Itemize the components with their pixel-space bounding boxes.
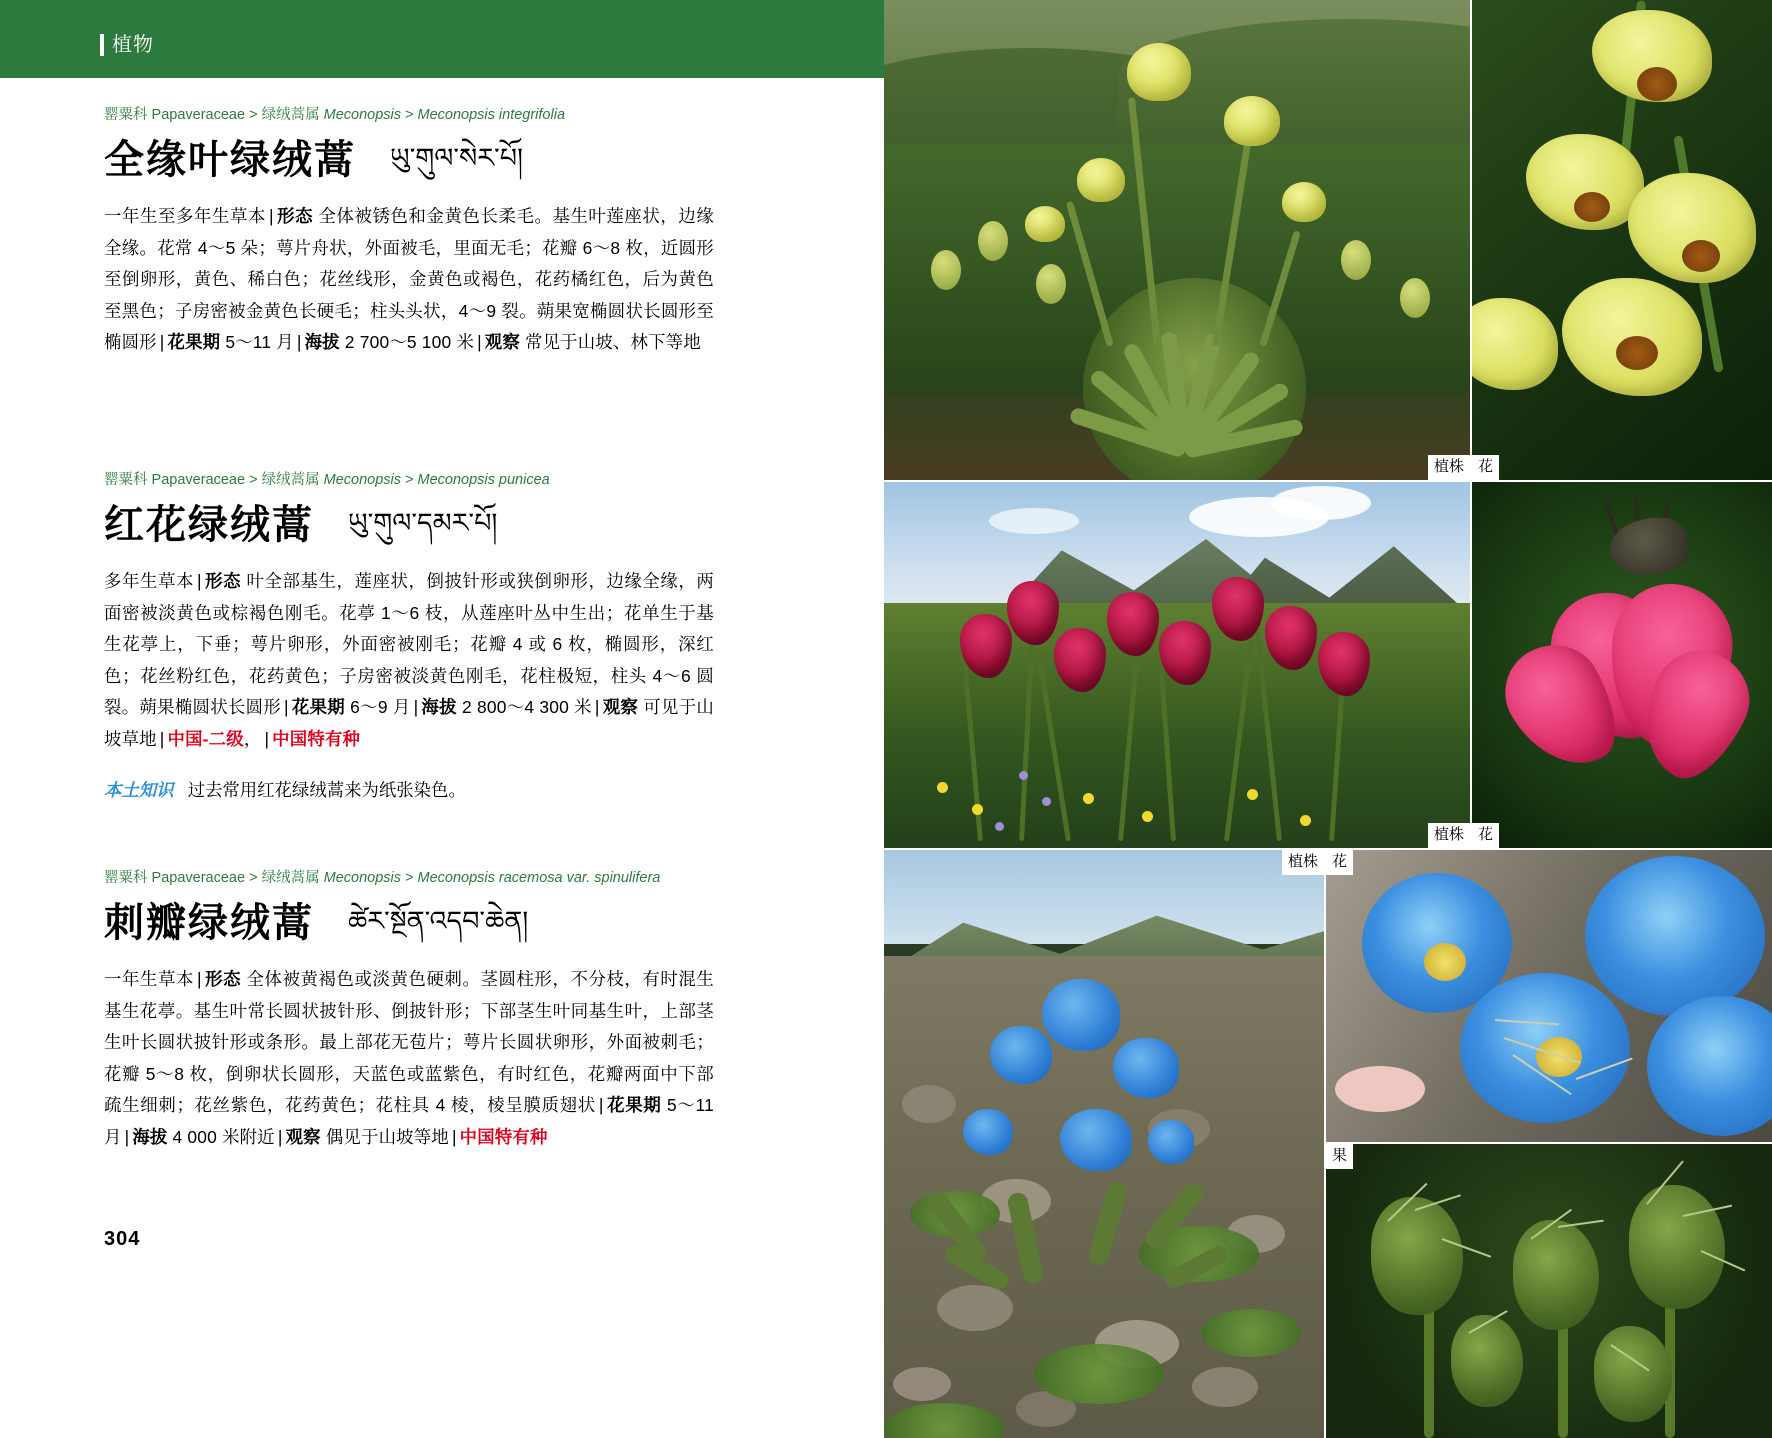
- photo-caption: 花: [1472, 823, 1499, 848]
- species-name-tibetan: ཡུ་གུལ་དམར་པོ།: [348, 508, 498, 539]
- species-name-row: [104, 502, 714, 548]
- description-text: 2 800～4 300 米: [456, 697, 592, 717]
- description-field-label: 花果期: [291, 697, 345, 717]
- breadcrumb-sep: >: [249, 870, 258, 886]
- breadcrumb-sep: >: [249, 472, 258, 488]
- species-la: Meconopsis integrifolia: [417, 107, 566, 123]
- genus-la: Meconopsis: [323, 107, 401, 123]
- breadcrumb-sep: >: [405, 870, 414, 886]
- description-text: 一年生草本: [104, 969, 194, 989]
- photo-plant-integrifolia-habit: [884, 0, 1470, 480]
- species-name-cn: 刺瓣绿绒蒿: [104, 901, 314, 945]
- species-description: [104, 566, 714, 755]
- status-badge: 中国特有种: [459, 1126, 548, 1147]
- description-text: 6～9 月: [345, 697, 411, 717]
- family-la: Papaveraceae: [151, 472, 246, 488]
- description-field-label: 花果期: [167, 332, 221, 352]
- species-entry: [104, 105, 714, 359]
- description-field-label: 海拔: [421, 697, 457, 717]
- species-name-cn: 红花绿绒蒿: [104, 503, 314, 547]
- description-separator: |: [284, 697, 289, 717]
- taxon-breadcrumb: [104, 470, 714, 490]
- description-text: 5～11 月: [104, 1095, 714, 1147]
- description-separator: |: [196, 571, 202, 591]
- local-knowledge-label: 本土知识: [104, 781, 174, 801]
- photo-flower-integrifolia: [1472, 0, 1772, 480]
- species-name-cn: 全缘叶绿绒蒿: [104, 138, 356, 182]
- photo-caption: 植株: [1428, 455, 1470, 480]
- species-name-tibetan: ཡུ་གུལ་སེར་པོ།: [390, 143, 524, 174]
- description-field-label: 观察: [484, 332, 520, 352]
- description-field-label: 花果期: [606, 1095, 662, 1115]
- description-text: 偶见于山坡等地: [320, 1126, 449, 1147]
- description-separator: |: [196, 969, 202, 989]
- species-entry: [104, 470, 714, 806]
- description-text: 一年生至多年生草本: [104, 206, 266, 226]
- photo-plant-punicea-habit: [884, 482, 1470, 848]
- species-la: Meconopsis racemosa var. spinulifera: [417, 870, 661, 886]
- description-separator: |: [159, 728, 165, 749]
- description-text: 2 700～5 100 米: [339, 332, 475, 352]
- description-separator: |: [477, 332, 482, 352]
- page-category-label: 植物: [112, 34, 154, 56]
- status-badge: 中国-二级: [167, 728, 244, 749]
- species-name-row: [104, 137, 714, 183]
- description-text: 5～11 月: [220, 332, 294, 352]
- species-name-row: [104, 900, 714, 946]
- page-header: [0, 0, 884, 78]
- description-separator: |: [264, 728, 270, 749]
- breadcrumb-sep: >: [405, 107, 414, 123]
- family-cn: 罂粟科: [104, 107, 148, 123]
- description-separator: |: [159, 332, 165, 352]
- description-separator: |: [413, 697, 419, 717]
- description-text: 叶全部基生，莲座状，倒披针形或狭倒卵形，边缘全缘，两面密被淡黄色或棕褐色刚毛。花葶 1～6 枝，从莲座叶丛中生出；花单生于基生花葶上，下垂；萼片卵形，外面密被刚毛；花瓣 4 或 6 枚，椭圆形，深红色；花丝粉红色，花药黄色；子房密被淡黄色刚毛，花柱极短，柱头 4～6 圆裂。蒴果椭圆状长圆形: [104, 571, 715, 717]
- description-separator: |: [594, 697, 600, 717]
- species-description: [104, 964, 714, 1153]
- description-text: 4 000 米附近: [167, 1126, 275, 1147]
- status-badge: 中国特有种: [272, 728, 361, 749]
- description-text: 多年生草本: [104, 571, 194, 591]
- breadcrumb-sep: >: [405, 472, 414, 488]
- genus-la: Meconopsis: [323, 472, 401, 488]
- local-knowledge-text: 过去常用红花绿绒蒿来为纸张染色。: [187, 780, 466, 800]
- description-field-label: 观察: [602, 697, 639, 717]
- description-text: 常见于山坡、林下等地: [519, 332, 701, 352]
- description-separator: |: [277, 1126, 283, 1147]
- family-la: Papaveraceae: [151, 107, 246, 123]
- badge-separator: ，: [243, 728, 262, 749]
- photo-caption: 花: [1472, 455, 1499, 480]
- header-accent-bar: [100, 34, 104, 56]
- description-field-label: 形态: [204, 571, 242, 591]
- photo-caption: 植株: [1428, 823, 1470, 848]
- family-la: Papaveraceae: [151, 870, 246, 886]
- description-text: 全体被黄褐色或淡黄色硬刺。茎圆柱形，不分枝，有时混生基生花葶。基生叶常长圆状披针形、倒披针形；下部茎生叶同基生叶，上部茎生叶长圆状披针形或条形。最上部花无苞片；萼片长圆状卵形，外面被刺毛；花瓣 5～8 枚，倒卵状长圆形，天蓝色或蓝紫色，有时红色，花瓣两面中下部疏生细刺；花丝紫色，花药黄色；花柱具 4 棱，棱呈膜质翅状: [104, 969, 715, 1115]
- taxon-breadcrumb: [104, 105, 714, 125]
- photo-flower-punicea: [1472, 482, 1772, 848]
- description-field-label: 形态: [204, 969, 242, 989]
- description-field-label: 形态: [276, 206, 314, 226]
- family-cn: 罂粟科: [104, 472, 148, 488]
- photo-fruit-racemosa: [1326, 1144, 1772, 1438]
- family-cn: 罂粟科: [104, 870, 148, 886]
- species-la: Meconopsis punicea: [417, 472, 550, 488]
- photo-caption: 果: [1326, 1144, 1353, 1169]
- description-separator: |: [296, 332, 302, 352]
- description-separator: |: [598, 1095, 604, 1115]
- description-field-label: 观察: [285, 1126, 321, 1147]
- photo-panel: [884, 0, 1772, 1438]
- genus-cn: 绿绒蒿属: [261, 870, 320, 886]
- description-separator: |: [124, 1126, 130, 1147]
- species-entry: [104, 868, 714, 1153]
- photo-plant-racemosa-habit: [884, 850, 1324, 1438]
- taxon-breadcrumb: [104, 868, 714, 888]
- description-text: 全体被锈色和金黄色长柔毛。基生叶莲座状，边缘全缘。花常 4～5 朵；萼片舟状，外面被毛，里面无毛；花瓣 6～8 枚，近圆形至倒卵形，黄色、稀白色；花丝线形，金黄色或褐色，花药橘红色，后为黄色至黑色；子房密被金黄色长硬毛；柱头头状，4～9 裂。蒴果宽椭圆状长圆形至椭圆形: [104, 206, 714, 352]
- photo-caption: 花: [1326, 850, 1353, 875]
- local-knowledge-note: [104, 775, 714, 806]
- species-description: [104, 201, 714, 359]
- breadcrumb-sep: >: [249, 107, 258, 123]
- genus-cn: 绿绒蒿属: [261, 472, 320, 488]
- photo-flower-racemosa: [1326, 850, 1772, 1142]
- genus-cn: 绿绒蒿属: [261, 107, 320, 123]
- description-separator: |: [451, 1126, 457, 1147]
- description-field-label: 海拔: [304, 332, 340, 352]
- description-separator: |: [268, 206, 274, 226]
- genus-la: Meconopsis: [323, 870, 401, 886]
- description-field-label: 海拔: [132, 1126, 168, 1147]
- page-number: 304: [104, 1228, 141, 1250]
- description-text: 可见于山坡草地: [104, 697, 714, 749]
- photo-caption: 植株: [1282, 850, 1324, 875]
- species-name-tibetan: ཚེར་སྔོན་འདབ་ཆེན།: [348, 906, 529, 937]
